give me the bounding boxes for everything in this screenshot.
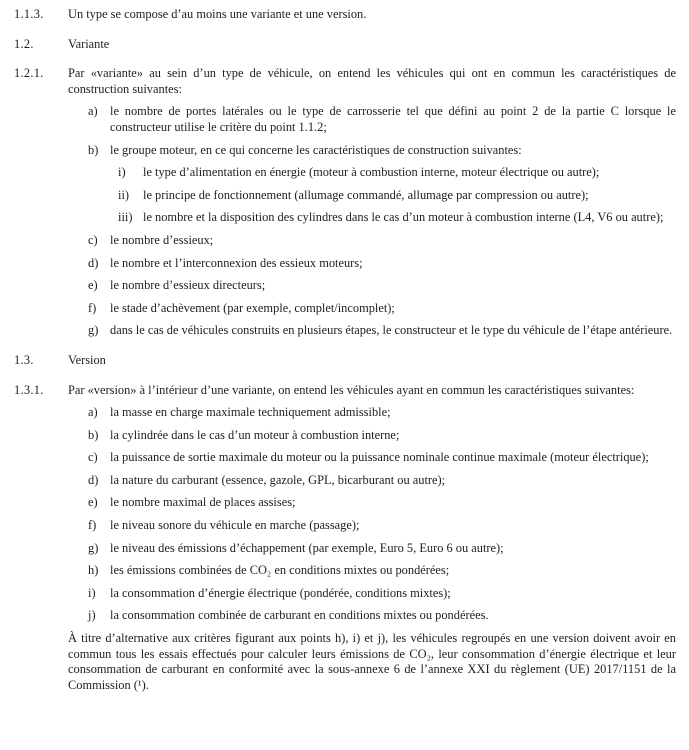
section-1-1-3: [14, 7, 676, 23]
list-item-b: [88, 143, 676, 226]
list-item-c: [88, 233, 676, 249]
list-item-f: [88, 301, 676, 317]
section-body: [68, 66, 676, 339]
list-item-d: [88, 256, 676, 272]
lettered-list: [88, 405, 676, 624]
sub-item-marker: i): [118, 165, 126, 180]
list-item-marker: j): [88, 608, 96, 623]
list-item-text: la puissance de sortie maximale du moteur ou la puissance nominale continue maximale (moteur électrique);: [110, 450, 649, 465]
section-body: [68, 37, 676, 53]
list-item-text: la consommation combinée de carburant en conditions mixtes ou pondérées.: [110, 608, 489, 623]
section-text: Un type se compose d’au moins une variante et une version.: [68, 7, 367, 21]
closing-paragraph: À titre d’alternative aux critères figurant aux points h), i) et j), les véhicules regroupés en une version doivent avoir en commun tous les essais effectués pour calculer leurs émissions de CO₂, leur consommation d’énergie électrique et leur consommation de carburant en conformité avec la sous-annexe 6 de l’annexe XXI du règlement (UE) 2017/1151 de la Commission (¹).: [68, 631, 676, 692]
list-item-g: [88, 323, 676, 339]
sub-item-text: le type d’alimentation en énergie (moteur à combustion interne, moteur électrique ou autre);: [143, 165, 600, 180]
list-item-text: le nombre maximal de places assises;: [110, 495, 296, 510]
list-item-text: la consommation d’énergie électrique (pondérée, conditions mixtes);: [110, 585, 451, 600]
list-item-e: [88, 278, 676, 294]
list-item-text: le niveau sonore du véhicule en marche (passage);: [110, 518, 360, 533]
list-item-text: la masse en charge maximale techniquement admissible;: [110, 405, 391, 420]
sub-item-text: le nombre et la disposition des cylindres dans le cas d’un moteur à combustion interne (L4, V6 ou autre);: [143, 210, 664, 225]
list-item-marker: a): [88, 104, 98, 119]
list-item-marker: b): [88, 427, 99, 442]
sub-item-i: [118, 165, 676, 181]
list-item-marker: g): [88, 323, 99, 338]
list-item-text: le nombre d’essieux directeurs;: [110, 278, 266, 293]
section-number: 1.2.1.: [14, 66, 44, 81]
list-item-marker: d): [88, 472, 99, 487]
list-item-text: le nombre et l’interconnexion des essieux moteurs;: [110, 255, 363, 270]
list-item-i: [88, 586, 676, 602]
section-1-2-1: [14, 66, 676, 339]
list-item-text: la nature du carburant (essence, gazole, GPL, bicarburant ou autre);: [110, 472, 446, 487]
list-item-text: le stade d’achèvement (par exemple, complet/incomplet);: [110, 300, 395, 315]
lettered-list: [88, 104, 676, 339]
list-item-marker: e): [88, 495, 98, 510]
list-item-marker: g): [88, 540, 99, 555]
list-item-e: [88, 495, 676, 511]
sub-item-marker: iii): [118, 210, 133, 225]
list-item-text: le groupe moteur, en ce qui concerne les caractéristiques de construction suivantes:: [110, 142, 522, 157]
section-1-3: [14, 353, 676, 369]
section-number: 1.3.: [14, 352, 34, 367]
section-heading: Variante: [68, 36, 110, 51]
list-item-text: le nombre de portes latérales ou le type de carrosserie tel que défini au point 2 de la partie C lorsque le constructeur utilise le critère du point 1.1.2;: [110, 104, 676, 134]
list-item-marker: a): [88, 405, 98, 420]
section-number: 1.3.1.: [14, 382, 44, 397]
section-heading: Version: [68, 352, 106, 367]
section-body: [68, 383, 676, 694]
sub-item-marker: ii): [118, 187, 130, 202]
list-item-d: [88, 473, 676, 489]
section-number: 1.1.3.: [14, 7, 44, 21]
section-number: 1.2.: [14, 36, 34, 51]
section-body: [68, 353, 676, 369]
list-item-marker: c): [88, 450, 98, 465]
sub-item-ii: [118, 188, 676, 204]
list-item-marker: b): [88, 142, 99, 157]
list-item-j: [88, 608, 676, 624]
list-item-marker: h): [88, 563, 99, 578]
list-item-marker: f): [88, 518, 97, 533]
section-text: Par «variante» au sein d’un type de véhicule, on entend les véhicules qui ont en commun les caractéristiques de construction suivantes:: [68, 66, 676, 96]
list-item-b: [88, 428, 676, 444]
list-item-marker: e): [88, 278, 98, 293]
sub-item-iii: [118, 210, 676, 226]
list-item-text: dans le cas de véhicules construits en plusieurs étapes, le constructeur et le type du véhicule de l’étape antérieure.: [110, 323, 673, 338]
list-item-h: [88, 563, 676, 579]
section-1-3-1: [14, 383, 676, 694]
sub-item-text: le principe de fonctionnement (allumage commandé, allumage par compression ou autre);: [143, 187, 589, 202]
list-item-marker: i): [88, 585, 96, 600]
list-item-marker: c): [88, 232, 98, 247]
list-item-text: le niveau des émissions d’échappement (par exemple, Euro 5, Euro 6 ou autre);: [110, 540, 504, 555]
list-item-text: les émissions combinées de CO₂ en conditions mixtes ou pondérées;: [110, 563, 450, 578]
section-body: [68, 7, 676, 23]
section-1-2: [14, 37, 676, 53]
list-item-g: [88, 541, 676, 557]
list-item-marker: f): [88, 300, 97, 315]
list-item-text: la cylindrée dans le cas d’un moteur à combustion interne;: [110, 427, 400, 442]
list-item-a: [88, 405, 676, 421]
list-item-text: le nombre d’essieux;: [110, 232, 214, 247]
list-item-marker: d): [88, 255, 99, 270]
list-item-f: [88, 518, 676, 534]
list-item-a: [88, 104, 676, 135]
list-item-c: [88, 450, 676, 466]
roman-sublist: [118, 165, 676, 226]
section-text: Par «version» à l’intérieur d’une variante, on entend les véhicules ayant en commun les caractéristiques suivantes:: [68, 382, 635, 397]
